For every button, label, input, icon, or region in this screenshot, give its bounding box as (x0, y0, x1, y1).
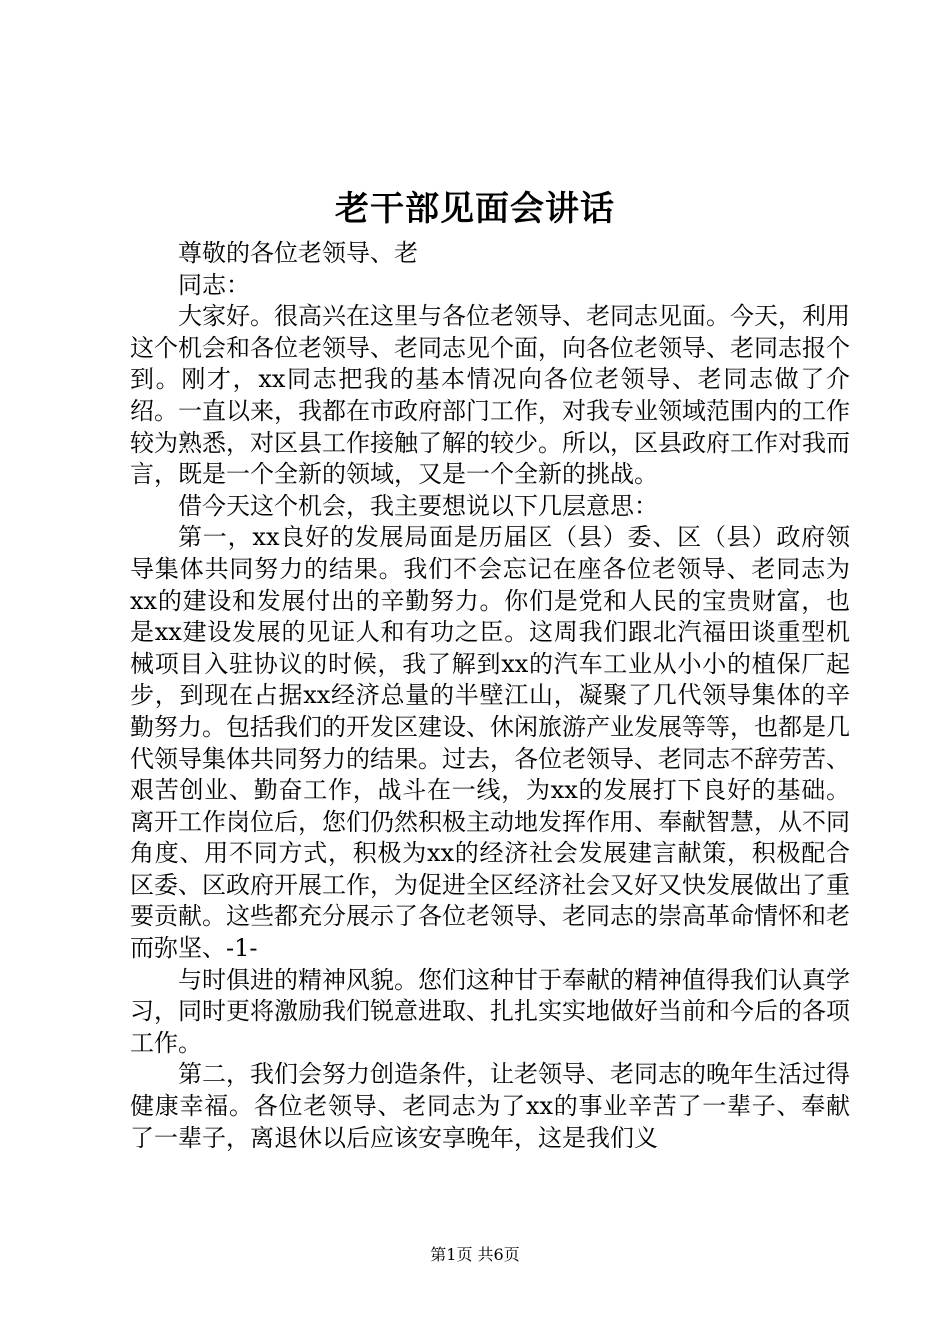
document-title: 老干部见面会讲话 (335, 189, 615, 229)
salutation-line-2: 同志： (178, 270, 250, 299)
paragraph-continuation: 与时俱进的精神风貌。您们这种甘于奉献的精神值得我们认真学习，同时更将激励我们锐意进取、扎扎实实地做好当前和今后的各项工作。 (130, 965, 850, 1057)
paragraph-intro: 借今天这个机会，我主要想说以下几层意思： (178, 491, 658, 520)
page-indicator: 第1页 共6页 (430, 1245, 520, 1264)
paragraph-second-point: 第二，我们会努力创造条件，让老领导、老同志的晚年生活过得健康幸福。各位老领导、老同志为了xx的事业辛苦了一辈子、奉献了一辈子，离退休以后应该安享晚年，这是我们义 (130, 1060, 850, 1152)
paragraph-greeting: 大家好。很高兴在这里与各位老领导、老同志见面。今天，利用这个机会和各位老领导、老同志见个面，向各位老领导、老同志报个到。刚才，xx同志把我的基本情况向各位老领导、老同志做了介绍。一直以来，我都在市政府部门工作，对我专业领域范围内的工作较为熟悉，对区县工作接触了解的较少。所以，区县政府工作对我而言，既是一个全新的领域，又是一个全新的挑战。 (130, 302, 850, 489)
salutation-line-1: 尊敬的各位老领导、老 (178, 239, 418, 267)
document-body (130, 238, 850, 1154)
paragraph-first-point: 第一，xx良好的发展局面是历届区（县）委、区（县）政府领导集体共同努力的结果。我们不会忘记在座各位老领导、老同志为xx的建设和发展付出的辛勤努力。你们是党和人民的宝贵财富，也是xx建设发展的见证人和有功之臣。这周我们跟北汽福田谈重型机械项目入驻协议的时候，我了解到xx的汽车工业从小小的植保厂起步，到现在占据xx经济总量的半壁江山，凝聚了几代领导集体的辛勤努力。包括我们的开发区建设、休闲旅游产业发展等等，也都是几代领导集体共同努力的结果。过去，各位老领导、老同志不辞劳苦、艰苦创业、勤奋工作，战斗在一线，为xx的发展打下良好的基础。离开工作岗位后，您们仍然积极主动地发挥作用、奉献智慧，从不同角度、用不同方式，积极为xx的经济社会发展建言献策，积极配合区委、区政府开展工作，为促进全区经济社会又好又快发展做出了重要贡献。这些都充分展示了各位老领导、老同志的崇高革命情怀和老而弥坚、-1- (130, 523, 850, 963)
